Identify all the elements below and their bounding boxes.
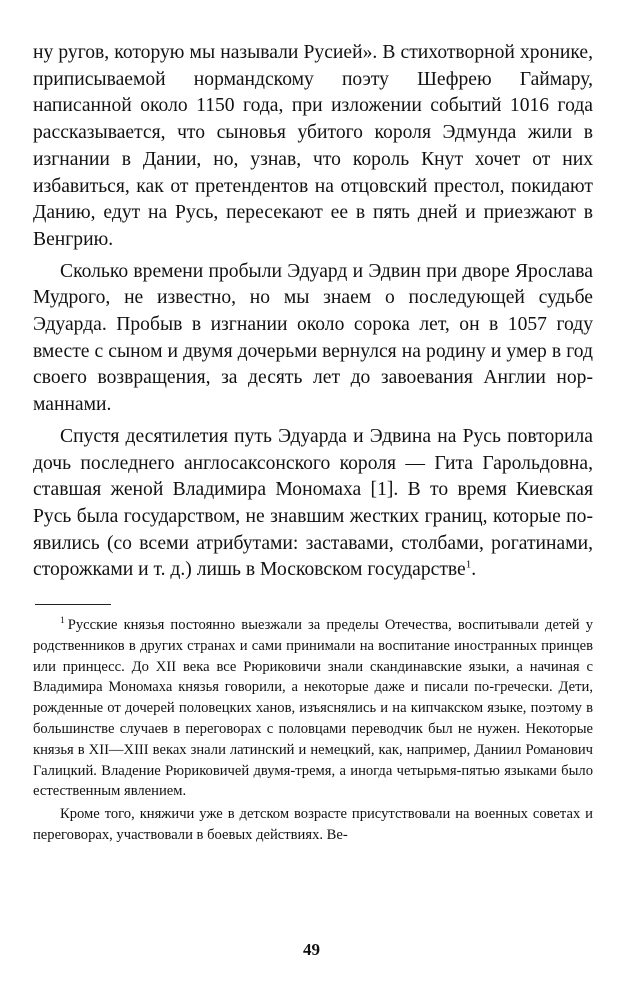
- paragraph-1: ну ругов, которую мы называли Русией». В стихотворной хронике, приписываемой нормандскому поэту Шефрею Гаймару, написанной около 1150 года, при изложении событий 1016 года рассказывается, что сыновья убитого короля Эдмунда жили в изгнании в Дании, но, узнав, что король Кнут хочет от них избавиться, как от претендентов на отцовский престол, покидают Данию, едут на Русь, пересекают ее в пять дней и приезжают в Венгрию.: [33, 42, 593, 250]
- paragraph-3: Спустя десятилетия путь Эдуарда и Эдвина на Русь повторила дочь последнего англосаксонского короля — Гита Гарольдовна, ставшая женой Владимира Мономаха [1]. В то время Киевская Русь была государством, не знавшим жестких границ, которые появились (со всеми атрибутами: заставами, столбами, рогатинами, сторожками и т. д.) лишь в Московском государстве$^1$.: [33, 425, 593, 581]
- page: [33, 40, 593, 846]
- footnote: [33, 615, 593, 846]
- footnote-paragraph-2: Кроме того, княжичи уже в детском возрасте присутствовали на военных советах и переговорах, участвовали в боевых действиях. Ве-: [33, 806, 593, 844]
- footnote-marker: 1: [465, 558, 472, 571]
- paragraph-3-text: Спустя десятилетия путь Эдуарда и Эдвина на Русь повторила дочь последнего англосаксонского короля — Гита Гарольдовна, ставшая женой Владимира Мономаха [1]. В то время Киевская Русь была государством, не знавшим жестких границ, которые появились (со всеми атрибутами: заставами, столбами, рогатинами, сторожками и т. д.) лишь в Московском государстве: [33, 425, 593, 581]
- footnote-paragraph-1: [33, 615, 593, 802]
- page-number: 49: [303, 940, 320, 959]
- main-text: [33, 40, 593, 584]
- footnote-paragraph-1-text: Русские князья постоянно выезжали за пределы Отечества, воспитывали детей у родственников в других странах и сами принимали на воспитание иностранных принцев или принцесс. До XII века все Рюриковичи знали скандинавские языки, а начиная с Владимира Мономаха князья говорили, а некоторые даже и писали по-гречески. Дети, рожденные от дочерей половецких ханов, изъяснялись и на кипчакском языке, поэтому в большинстве случаев в переговорах с половцами переводчик был не нужен. Некоторые князья в XII—XIII веках знали латинский и немецкий, как, например, Даниил Романович Галицкий. Владение Рюриковичей двумя-тремя, а иногда четырьмя-пятью языками было естественным явлением.: [33, 617, 593, 800]
- footnote-number: 1: [60, 616, 65, 627]
- footnote-divider: [35, 604, 111, 605]
- paragraph-2: Сколько времени пробыли Эдуард и Эдвин при дворе Ярослава Мудрого, не известно, но мы знаем о последующей судьбе Эдуарда. Пробыв в изгнании около сорока лет, он в 1057 году вместе с сыном и двумя дочерьми вернулся на родину и умер в год своего возвращения, за десять лет до завоевания Англии норманнами.: [33, 260, 593, 416]
